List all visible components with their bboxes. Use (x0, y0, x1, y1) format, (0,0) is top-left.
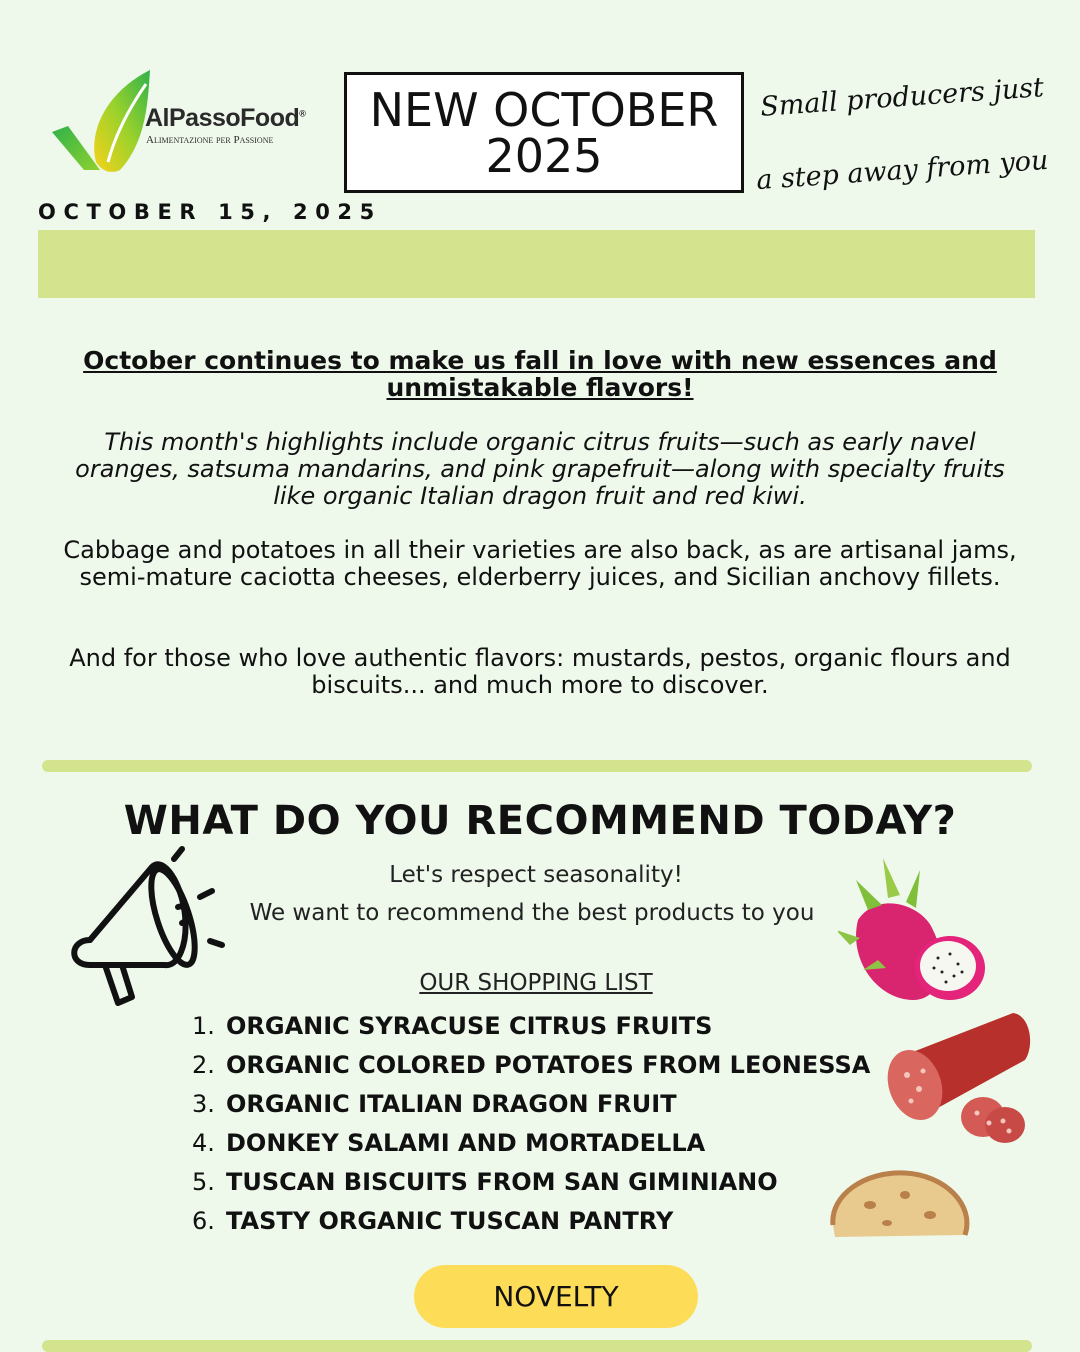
intro-heading: October continues to make us fall in love with new essences and unmistakable flavors! (83, 346, 997, 402)
list-item: 1. ORGANIC SYRACUSE CITRUS FRUITS (192, 1012, 713, 1040)
issue-date: OCTOBER 15, 2025 (38, 200, 382, 224)
script-tagline-1: Small producers just (759, 72, 1045, 123)
list-item: 3. ORGANIC ITALIAN DRAGON FRUIT (192, 1090, 677, 1118)
script-tagline-2: a step away from you (755, 144, 1050, 197)
section-divider-bottom (42, 1340, 1032, 1352)
novelty-button[interactable]: NOVELTY (414, 1265, 698, 1328)
brand-name: AlPassoFood® (145, 104, 306, 132)
list-item: 6. TASTY ORGANIC TUSCAN PANTRY (192, 1207, 674, 1235)
list-item: 2. ORGANIC COLORED POTATOES FROM LEONESSA (192, 1051, 871, 1079)
section-divider (42, 760, 1032, 772)
intro-paragraph-2: Cabbage and potatoes in all their varieties are also back, as are artisanal jams, semi-mature caciotta cheeses, elderberry juices, and Sicilian anchovy fillets. (63, 536, 1017, 591)
issue-title-line-1: NEW OCTOBER (369, 82, 719, 137)
list-item: 5. TUSCAN BISCUITS FROM SAN GIMINIANO (192, 1168, 778, 1196)
recommend-subtitle-1: Let's respect seasonality! (389, 862, 683, 888)
shopping-list-title: OUR SHOPPING LIST (419, 970, 653, 996)
intro-paragraph-1: This month's highlights include organic citrus fruits—such as early navel oranges, satsuma mandarins, and pink grapefruit—along with specialty fruits like organic Italian dragon fruit and red kiwi. (75, 428, 1005, 510)
header-band (38, 230, 1035, 298)
brand-tagline: Alimentazione per Passione (146, 134, 274, 146)
salami-icon (885, 1005, 1035, 1150)
recommend-subtitle-2: We want to recommend the best products to you (249, 900, 815, 926)
shopping-list (192, 1008, 870, 1242)
list-item: 4. DONKEY SALAMI AND MORTADELLA (192, 1129, 706, 1157)
issue-title-line-2: 2025 (485, 128, 603, 183)
recommend-heading: WHAT DO YOU RECOMMEND TODAY? (123, 798, 957, 844)
biscuit-icon (825, 1165, 975, 1245)
issue-title-box (344, 72, 744, 193)
intro-paragraph-3: And for those who love authentic flavors: mustards, pestos, organic flours and biscuits... and much more to discover. (69, 644, 1011, 699)
